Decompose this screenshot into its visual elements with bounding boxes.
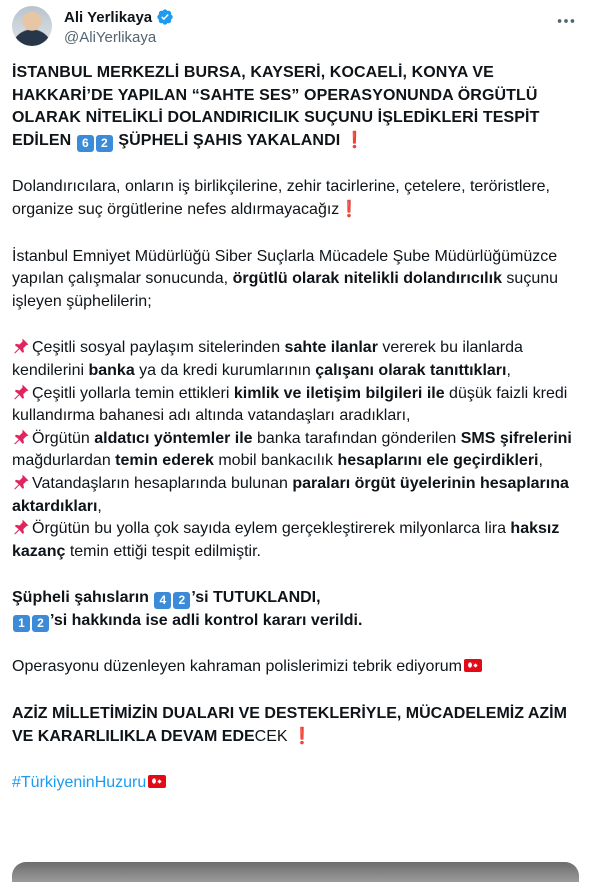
bold-text: çalışanı olarak tanıttıkları [315, 361, 507, 379]
keycap-digit: 2 [32, 615, 49, 632]
list-item [12, 385, 567, 425]
list-item [12, 520, 559, 560]
list-item [12, 475, 569, 515]
author-handle[interactable]: @AliYerlikaya [64, 29, 157, 46]
item-text: Çeşitli yollarla temin ettikleri [32, 384, 234, 402]
attached-media-preview[interactable] [12, 862, 579, 882]
item-text: mobil bankacılık [213, 452, 338, 470]
bold-text: paraları örgüt üyelerinin hesaplarına aktardıkları [12, 474, 569, 515]
verified-badge-icon [156, 8, 174, 26]
item-text: mağdurlardan [12, 452, 116, 470]
keycap-digit: 6 [77, 135, 94, 152]
more-options-icon[interactable] [555, 10, 577, 32]
exclamation-icon: ❗ [344, 131, 365, 149]
turkey-flag-icon [464, 659, 482, 672]
item-text: vererek bu ilanlarda kendilerini [12, 339, 523, 379]
hashtag-link[interactable]: #TürkiyeninHuzuru [12, 774, 147, 792]
bold-text: aldatıcı yöntemler ile [94, 429, 253, 447]
item-text: , [97, 497, 102, 515]
item-text: ya da kredi kurumlarının [134, 361, 316, 379]
bold-text: örgütlü olarak nitelikli dolandırıcılık [232, 270, 502, 288]
pushpin-icon [12, 428, 30, 446]
keycap-digit: 4 [154, 592, 171, 609]
avatar[interactable] [12, 6, 52, 46]
item-text: Örgütün bu yolla çok sayıda eylem gerçekleştirerek milyonlarca lira [32, 520, 511, 538]
paragraph-text: Dolandırıcılara, onların iş birlikçilerine, zehir tacirlerine, çetelere, teröristlere, organize suç örgütlerine nefes aldırmayacağız [12, 178, 550, 218]
post-header [12, 6, 579, 50]
paragraph-intro [12, 246, 579, 314]
item-text: , [538, 452, 543, 470]
closing-text: CEK [254, 727, 288, 745]
summary-text: ’si TUTUKLANDI, [191, 589, 321, 607]
paragraph-warning [12, 176, 579, 221]
findings-list [12, 337, 579, 563]
bold-text: banka [88, 361, 135, 379]
item-text: temin ettiği tespit edilmiştir. [65, 542, 261, 560]
headline-text: ŞÜPHELİ ŞAHIS YAKALANDI [118, 131, 341, 149]
list-item [12, 430, 572, 470]
item-text: banka tarafından gönderilen [252, 429, 461, 447]
pushpin-icon [12, 518, 30, 536]
thanks-line [12, 656, 579, 679]
closing-statement [12, 703, 579, 748]
paragraph-text: İstanbul Emniyet Müdürlüğü Siber Suçlarla Mücadele Şube Müdürlüğümüzce yapılan çalışmalar sonucunda, [12, 247, 558, 288]
summary-text: ’si hakkında ise adli kontrol kararı verildi. [50, 611, 363, 629]
bold-text: hesaplarını ele geçirdikleri [337, 452, 539, 470]
item-text: Vatandaşların hesaplarında bulunan [32, 474, 293, 492]
item-text: düşük faizli kredi kullandırma bahanesi adı altında vatandaşları aradıkları, [12, 384, 568, 425]
bold-text: SMS şifrelerini [460, 429, 572, 447]
pushpin-icon [12, 337, 30, 355]
item-text: Örgütün [32, 429, 95, 447]
list-item [12, 339, 523, 379]
exclamation-icon: ❗ [339, 200, 360, 218]
pushpin-icon [12, 383, 30, 401]
bold-text: sahte ilanlar [284, 339, 378, 357]
turkey-flag-icon [148, 775, 166, 788]
author-name-row [64, 8, 174, 26]
bold-text: temin ederek [115, 452, 214, 470]
item-text: , [506, 361, 511, 379]
post-body [12, 62, 579, 819]
author-name[interactable]: Ali Yerlikaya [64, 8, 153, 26]
keycap-digit: 2 [173, 592, 190, 609]
thanks-text: Operasyonu düzenleyen kahraman polislerimizi tebrik ediyorum [12, 658, 462, 676]
keycap-digit: 1 [13, 615, 30, 632]
item-text: Çeşitli sosyal paylaşım sitelerinden [32, 339, 285, 357]
keycap-digit: 2 [96, 135, 113, 152]
paragraph-text: suçunu işleyen şüphelilerin; [12, 270, 559, 310]
summary-text: Şüpheli şahısların [12, 589, 149, 607]
hashtag-line [12, 772, 579, 795]
headline-text: İSTANBUL MERKEZLİ BURSA, KAYSERİ, KOCAELİ, KONYA VE HAKKARİ’DE YAPILAN “SAHTE SES” OPERASYONUNDA ÖRGÜTLÜ OLARAK NİTELİKLİ DOLANDIRICILIK SUÇUNU İŞLEDİKLERİ TESPİT EDİLEN [12, 64, 540, 149]
headline [12, 62, 579, 152]
closing-bold-text: AZİZ MİLLETİMİZİN DUALARI VE DESTEKLERİYLE, MÜCADELEMİZ AZİM VE KARARLILIKLA DEVAM EDE [12, 705, 567, 745]
exclamation-icon: ❗ [292, 727, 312, 745]
bold-text: haksız kazanç [12, 520, 560, 560]
pushpin-icon [12, 473, 30, 491]
arrest-summary [12, 587, 579, 632]
bold-text: kimlik ve iletişim bilgileri ile [233, 384, 445, 402]
